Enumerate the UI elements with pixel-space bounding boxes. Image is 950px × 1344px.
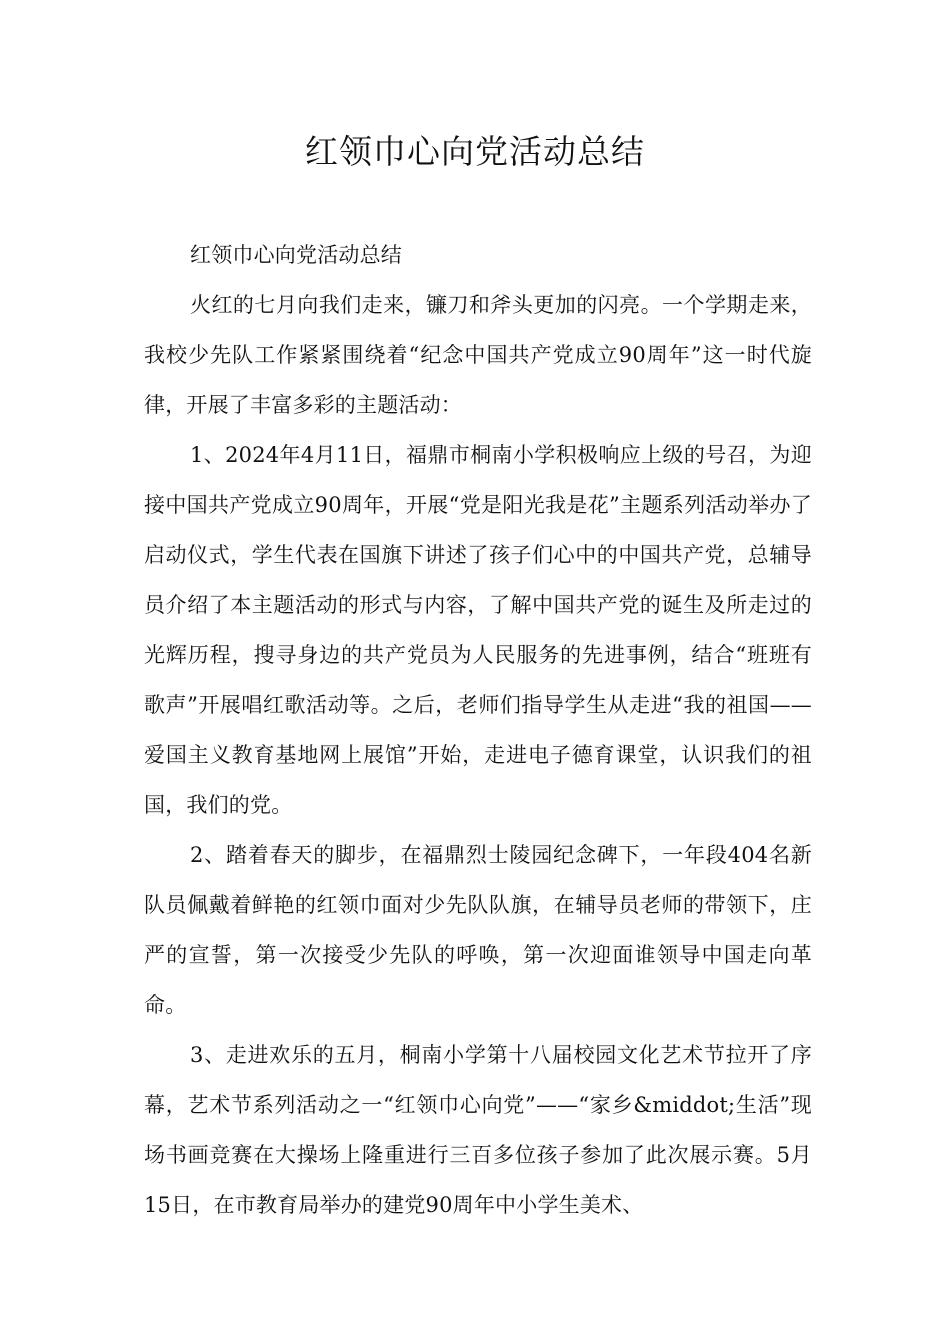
paragraph-item-1: 1、2024年4月11日，福鼎市桐南小学积极响应上级的号召，为迎接中国共产党成立90周年，开展“党是阳光我是花”主题系列活动举办了启动仪式，学生代表在国旗下讲述了孩子们心中的中国共产党，总辅导员介绍了本主题活动的形式与内容，了解中国共产党的诞生及所走过的光辉历程，搜寻身边的共产党员为人民服务的先进事例，结合“班班有歌声”开展唱红歌活动等。之后，老师们指导学生从走进“我的祖国——爱国主义教育基地网上展馆”开始，走进电子德育课堂，认识我们的祖国，我们的党。 <box>144 443 812 817</box>
document-title: 红领巾心向党活动总结 <box>305 132 645 171</box>
paragraph-item-2: 2、踏着春天的脚步，在福鼎烈士陵园纪念碑下，一年段404名新队员佩戴着鲜艳的红领巾面对少先队队旗，在辅导员老师的带领下，庄严的宣誓，第一次接受少先队的呼唤，第一次迎面谁领导中国走向革命。 <box>144 843 812 1017</box>
document-body <box>144 230 812 1230</box>
paragraph-subtitle: 红领巾心向党活动总结 <box>190 243 402 267</box>
paragraph-item-3: 3、走进欢乐的五月，桐南小学第十八届校园文化艺术节拉开了序幕，艺术节系列活动之一“红领巾心向党”——“家乡&middot;生活”现场书画竞赛在大操场上隆重进行三百多位孩子参加了此次展示赛。5月15日，在市教育局举办的建党90周年中小学生美术、 <box>144 1043 812 1217</box>
paragraph-intro: 火红的七月向我们走来，镰刀和斧头更加的闪亮。一个学期走来，我校少先队工作紧紧围绕着“纪念中国共产党成立90周年”这一时代旋律，开展了丰富多彩的主题活动： <box>144 293 812 417</box>
